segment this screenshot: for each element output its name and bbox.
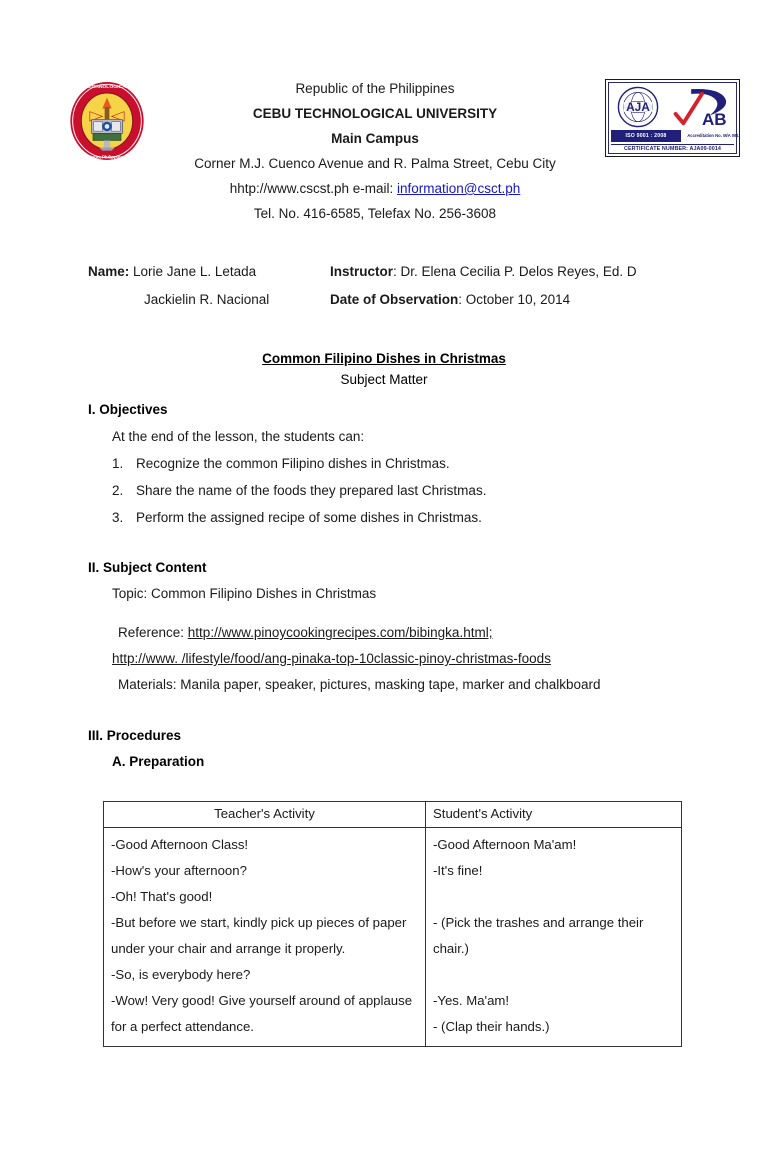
svg-text:TECHNOLOGICAL: TECHNOLOGICAL: [85, 84, 129, 91]
teacher-line-2: -How's your afternoon?: [111, 863, 247, 878]
instructor-value: : Dr. Elena Cecilia P. Delos Reyes, Ed. D: [393, 264, 637, 279]
teacher-line-1: -Good Afternoon Class!: [111, 837, 249, 852]
section-heading-procedures: III. Procedures: [88, 728, 182, 743]
reference-label: Reference:: [118, 625, 188, 640]
document-header: [0, 76, 768, 246]
teacher-activity-cell: [104, 828, 426, 1047]
header-text-block: [150, 76, 600, 226]
section-heading-subject-content: II. Subject Content: [88, 560, 207, 575]
subject-topic: Topic: Common Filipino Dishes in Christmas: [112, 586, 377, 601]
student-line-5: - (Clap their hands.): [433, 1019, 550, 1034]
date-of-observation-label: Date of Observation: [330, 292, 459, 307]
objective-number-1: 1.: [112, 456, 124, 471]
objective-item-1: [112, 456, 450, 471]
objective-item-3: [112, 510, 482, 525]
objective-text-1: Recognize the common Filipino dishes in Christmas.: [136, 456, 450, 471]
student-line-spacer-2: [433, 962, 674, 988]
page-title: Common Filipino Dishes in Christmas: [262, 351, 506, 366]
jab-text: AB: [702, 109, 727, 128]
accreditation-number-text: Accreditation No. M/A 091: [687, 133, 739, 138]
student-activity-cell: [426, 828, 682, 1047]
objective-item-2: [112, 483, 486, 498]
svg-text:Cebu, Philippines: Cebu, Philippines: [88, 154, 126, 160]
objective-number-3: 3.: [112, 510, 124, 525]
student-line-1: -Good Afternoon Ma'am!: [433, 837, 577, 852]
teacher-line-3: -Oh! That's good!: [111, 889, 213, 904]
date-of-observation-value: : October 10, 2014: [458, 292, 571, 307]
objectives-intro: At the end of the lesson, the students can:: [112, 429, 365, 444]
certificate-number-text: CERTIFICATE NUMBER: AJA09-0014: [611, 144, 734, 152]
instructor-field: [330, 264, 637, 279]
name-field: [88, 264, 256, 279]
teacher-line-4: -But before we start, kindly pick up pieces of paper under your chair and arrange it properly.: [111, 915, 407, 956]
header-line-address: Corner M.J. Cuenco Avenue and R. Palma Street, Cebu City: [194, 156, 556, 171]
table-header-row: [104, 802, 682, 828]
aja-globe-icon: [617, 86, 659, 128]
objective-number-2: 2.: [112, 483, 124, 498]
teacher-line-6: -Wow! Very good! Give yourself around of applause for a perfect attendance.: [111, 993, 413, 1034]
table-header-student: Student's Activity: [426, 802, 682, 828]
table-header-teacher: Teacher's Activity: [104, 802, 426, 828]
student-line-3: - (Pick the trashes and arrange their chair.): [433, 915, 644, 956]
header-line-republic: Republic of the Philippines: [295, 81, 455, 96]
materials-line: Materials: Manila paper, speaker, pictures, masking tape, marker and chalkboard: [118, 677, 601, 692]
aja-text: AJA: [626, 100, 650, 115]
table-row: [104, 828, 682, 1047]
reference-line-2: [112, 651, 551, 666]
objective-text-3: Perform the assigned recipe of some dishes in Christmas.: [136, 510, 482, 525]
header-line-university: CEBU TECHNOLOGICAL UNIVERSITY: [252, 106, 498, 121]
student-line-4: -Yes. Ma'am!: [433, 993, 510, 1008]
header-line-telephone: Tel. No. 416-6585, Telefax No. 256-3608: [253, 206, 497, 221]
subsection-heading-preparation: A. Preparation: [112, 754, 205, 769]
name-value: Lorie Jane L. Letada: [133, 264, 257, 279]
observation-date-field: [330, 292, 570, 307]
jab-accreditation-icon: [671, 86, 733, 128]
activity-table: [103, 801, 682, 1047]
website-text: hhtp://www.cscst.ph e-mail:: [229, 181, 398, 196]
student-line-2: -It's fine!: [433, 863, 483, 878]
name-value-secondary: Jackielin R. Nacional: [144, 292, 270, 307]
lesson-title-block: [0, 349, 768, 391]
reference-url-1[interactable]: http://www.pinoycookingrecipes.com/bibingka.html;: [187, 625, 493, 640]
info-row-name2: [0, 292, 768, 320]
instructor-label: Instructor: [330, 264, 394, 279]
aja-iso-certification-logo: [605, 79, 740, 157]
name-label: Name:: [88, 264, 130, 279]
email-link[interactable]: information@csct.ph: [397, 181, 521, 196]
iso-standard-badge: ISO 9001 : 2008: [611, 130, 681, 142]
section-heading-objectives: I. Objectives: [88, 402, 168, 417]
info-row-name: [0, 264, 768, 292]
student-line-spacer-1: [433, 884, 674, 910]
header-line-campus: Main Campus: [331, 131, 419, 146]
reference-line-1: [118, 625, 492, 640]
header-line-web-email: [150, 176, 600, 201]
teacher-line-5: -So, is everybody here?: [111, 967, 251, 982]
student-instructor-info: [0, 264, 768, 320]
ctu-seal-logo: [68, 80, 146, 162]
reference-url-2[interactable]: http://www. /lifestyle/food/ang-pinaka-top-10classic-pinoy-christmas-foods: [112, 651, 551, 666]
page-subtitle: Subject Matter: [340, 372, 428, 387]
objective-text-2: Share the name of the foods they prepared last Christmas.: [136, 483, 487, 498]
